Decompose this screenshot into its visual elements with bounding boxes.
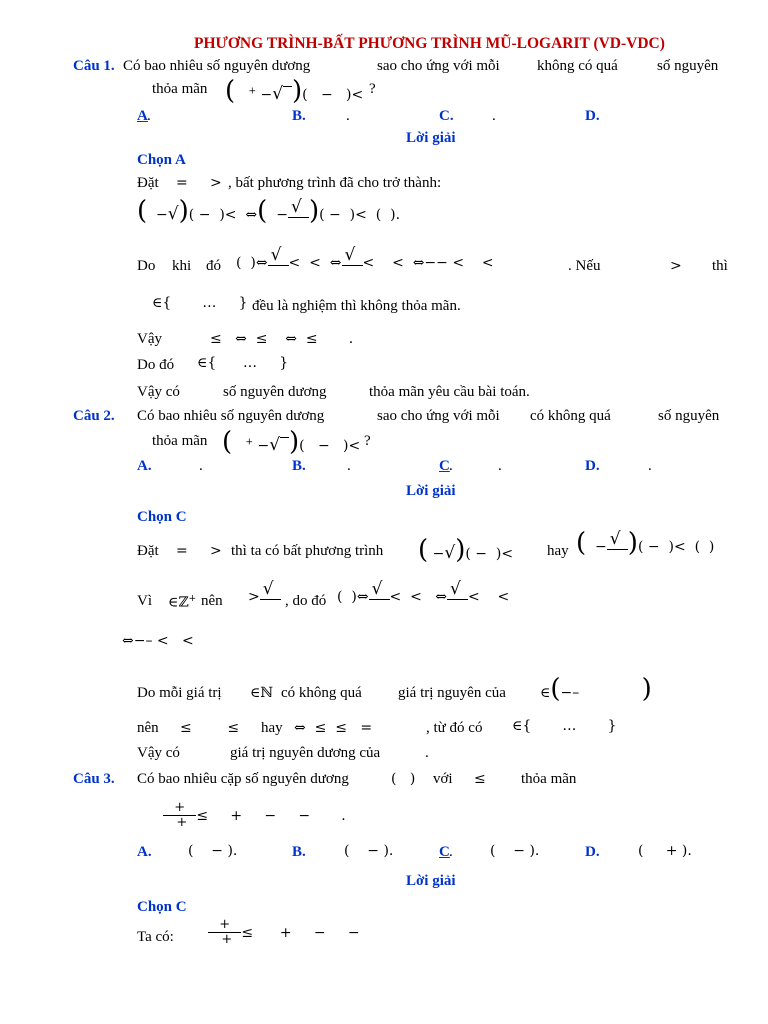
solution-text: khi [172,258,192,274]
question-text: sao cho ứng với mỗi [377,58,500,74]
solution-text: , bất phương trình đã cho trở thành: [228,175,442,191]
solution-text: Vậy [137,331,162,347]
math-expression: ( )⇔ √ < < ⇔ √ < < [337,579,510,605]
math-expression: ( )⇔ √ < < ⇔ √ < < ⇔−− < < [236,245,494,271]
solution-text: giá trị nguyên dương của [230,745,381,761]
chosen-answer: Chọn C [137,899,187,915]
question-text: Có bao nhiêu số nguyên dương [123,58,311,74]
option-c[interactable]: C [439,844,450,860]
math-expression: ( −√)( − )< [418,535,514,565]
question-text: có không quá [530,408,611,424]
option-dot: . [199,458,203,474]
question-text: Có bao nhiêu số nguyên dương [137,408,325,424]
option-dot: . [498,458,502,474]
option-c-dot: . [449,458,453,474]
solution-text: đều là nghiệm thì không thỏa mãn. [252,298,461,314]
solution-text: Đặt [137,543,159,559]
solution-text: nên [137,720,159,736]
solution-text: Do [137,258,156,274]
math-expression: ( −√)( − )< ⇔( − √ )( − )< ( ). [137,196,401,226]
question-text: ? [364,433,371,449]
question-text: không có quá [537,58,618,74]
math-expression: ( + −√ )( − )< [222,427,361,457]
math-expression: ⇔−– < < [122,633,194,649]
option-d[interactable]: D. [585,844,600,860]
math-expression: = > [176,175,222,191]
math-expression: > [670,258,682,274]
question-text: thỏa mãn [152,81,208,97]
option-a[interactable]: A [137,108,148,124]
option-d[interactable]: D. [585,108,600,124]
solution-text: Ta có: [137,929,174,945]
solution-text: có không quá [281,685,362,701]
question-label: Câu 1. [73,58,115,74]
math-expression: ≤ [474,771,486,787]
question-label: Câu 2. [73,408,115,424]
solution-text: Vậy có [137,745,180,761]
math-expression: ( − ). [490,843,540,859]
solution-text: , từ đó có [426,720,483,736]
math-expression: ( − ). [344,843,394,859]
question-text: số nguyên [658,408,720,424]
math-expression: ( − ). [188,843,238,859]
math-expression: ∈(−– ) [540,674,652,704]
math-expression: ( ) [391,771,416,787]
solution-text: hay [261,720,283,736]
option-b-dot: . [346,108,350,124]
solution-text: giá trị nguyên của [398,685,506,701]
question-text: với [433,771,453,787]
solution-text: . Nếu [568,258,601,274]
chosen-answer: Chọn A [137,152,186,168]
solution-heading: Lời giải [406,130,456,146]
option-dot: . [347,458,351,474]
question-text: số nguyên [657,58,719,74]
math-expression: ( + −√ )( − )< [225,76,364,106]
option-c[interactable]: C. [439,108,454,124]
solution-text: . [425,745,429,761]
math-expression: = > [176,543,222,559]
solution-text: Vậy có [137,384,180,400]
solution-text: Do đó [137,357,175,373]
solution-text: Do mỗi giá trị [137,685,222,701]
solution-heading: Lời giải [406,873,456,889]
math-expression: ∈ℤ+ [168,594,197,611]
solution-text: thì [712,258,728,274]
option-a-dot: . [147,108,151,124]
option-d[interactable]: D. [585,458,600,474]
math-expression: > √ [248,580,281,614]
question-text: thỏa mãn [521,771,577,787]
question-text: thỏa mãn [152,433,208,449]
solution-text: hay [547,543,569,559]
option-a[interactable]: A. [137,844,152,860]
page-title: PHƯƠNG TRÌNH-BẤT PHƯƠNG TRÌNH MŨ-LOGARIT (VD-VDC) [194,35,665,52]
math-expression: ( − √ )( − )< ( ) [576,528,715,558]
chosen-answer: Chọn C [137,509,187,525]
solution-text: nên [201,593,223,609]
solution-text: , do đó [285,593,327,609]
math-expression: ∈ℕ [250,685,274,701]
question-text: Có bao nhiêu cặp số nguyên dương [137,771,349,787]
option-dot: . [648,458,652,474]
option-c-dot: . [492,108,496,124]
math-expression: ⇔ ≤ ≤ = [294,720,373,736]
question-label: Câu 3. [73,771,115,787]
option-c-dot: . [449,844,453,860]
math-expression: ≤ ⇔ ≤ ⇔ ≤ . [210,331,354,347]
question-text: sao cho ứng với mỗi [377,408,500,424]
math-expression: $\frac{+}{+}$ ≤ + − − . [163,801,346,831]
question-text: ? [369,81,376,97]
math-expression: ∈{ … } [197,355,289,371]
math-expression: ( + ). [638,843,692,859]
math-expression: ≤ ≤ [180,720,240,736]
option-c[interactable]: C [439,458,450,474]
math-expression: ∈{ … } [152,295,248,311]
solution-text: Đặt [137,175,159,191]
math-expression: $\frac{+}{+}$ ≤ + − − [208,918,360,948]
option-a[interactable]: A. [137,458,152,474]
solution-heading: Lời giải [406,483,456,499]
solution-text: số nguyên dương [223,384,327,400]
option-b[interactable]: B. [292,844,306,860]
solution-text: Vì [137,593,152,609]
math-expression: ∈{ … } [512,718,617,734]
option-b[interactable]: B. [292,458,306,474]
solution-text: đó [206,258,221,274]
solution-text: thì ta có bất phương trình [231,543,384,559]
solution-text: thỏa mãn yêu cầu bài toán. [369,384,530,400]
option-b[interactable]: B. [292,108,306,124]
